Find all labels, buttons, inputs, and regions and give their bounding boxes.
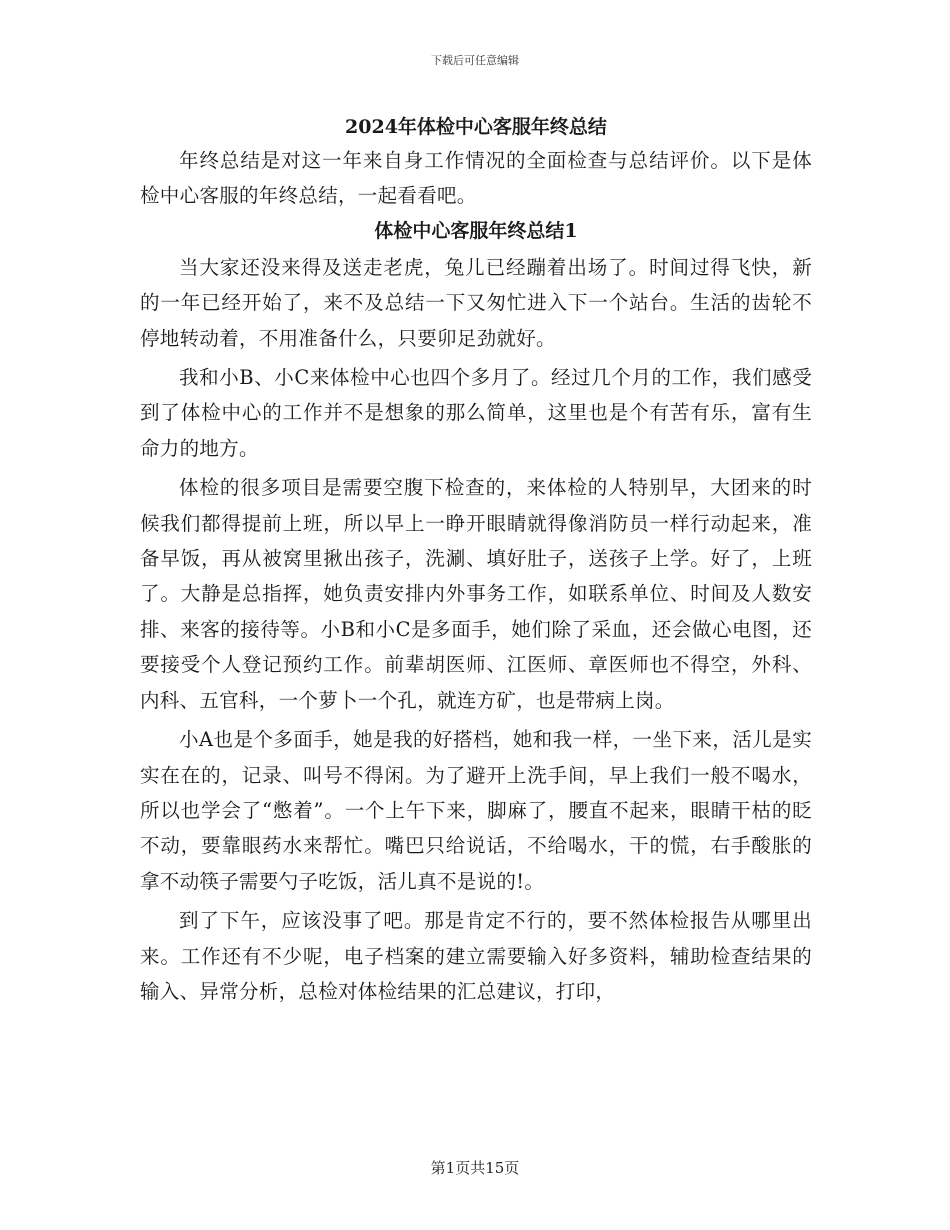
page-header-note: 下载后可任意编辑 (431, 54, 519, 67)
page-number: 第1页共15页 (430, 1159, 520, 1177)
section-title: 体检中心客服年终总结1 (374, 219, 578, 242)
body-paragraph: 体检的很多项目是需要空腹下检查的，来体检的人特别早，大团来的时候我们都得提前上班，所以早上一睁开眼睛就得像消防员一样行动起来，准备早饭，再从被窝里揪出孩子，洗涮、填好肚子，送孩子上学。好了，上班了。大静是总指挥，她负责安排内外事务工作，如联系单位、时间及人数安排、来客的接待等。小B和小C是多面手，她们除了采血，还会做心电图，还要接受个人登记预约工作。前辈胡医师、江医师、章医师也不得空，外科、内科、五官科，一个萝卜一个孔，就连方矿，也是带病上岗。 (140, 476, 812, 712)
body-paragraph: 到了下午，应该没事了吧。那是肯定不行的，要不然体检报告从哪里出来。工作还有不少呢，电子档案的建立需要输入好多资料，辅助检查结果的输入、异常分析，总检对体检结果的汇总建议，打印， (140, 909, 812, 1003)
body-paragraph: 我和小B、小C来体检中心也四个多月了。经过几个月的工作，我们感受到了体检中心的工作并不是想象的那么简单，这里也是个有苦有乐，富有生命力的地方。 (140, 366, 812, 460)
document-title: 2024年体检中心客服年终总结 (345, 116, 607, 138)
body-paragraph: 小A也是个多面手，她是我的好搭档，她和我一样，一坐下来，活儿是实实在在的，记录、叫号不得闲。为了避开上洗手间，早上我们一般不喝水，所以也学会了“憋着”。一个上午下来，脚麻了，腰直不起来，眼睛干枯的眨不动，要靠眼药水来帮忙。嘴巴只给说话，不给喝水，干的慌，右手酸胀的拿不动筷子需要勺子吃饭，活儿真不是说的!。 (140, 728, 812, 893)
body-paragraph: 当大家还没来得及送走老虎，兔儿已经蹦着出场了。时间过得飞快，新的一年已经开始了，来不及总结一下又匆忙进入下一个站台。生活的齿轮不停地转动着，不用准备什么，只要卯足劲就好。 (140, 255, 812, 350)
intro-paragraph: 年终总结是对这一年来自身工作情况的全面检查与总结评价。以下是体检中心客服的年终总结，一起看看吧。 (140, 149, 812, 208)
document-body (140, 112, 812, 1009)
